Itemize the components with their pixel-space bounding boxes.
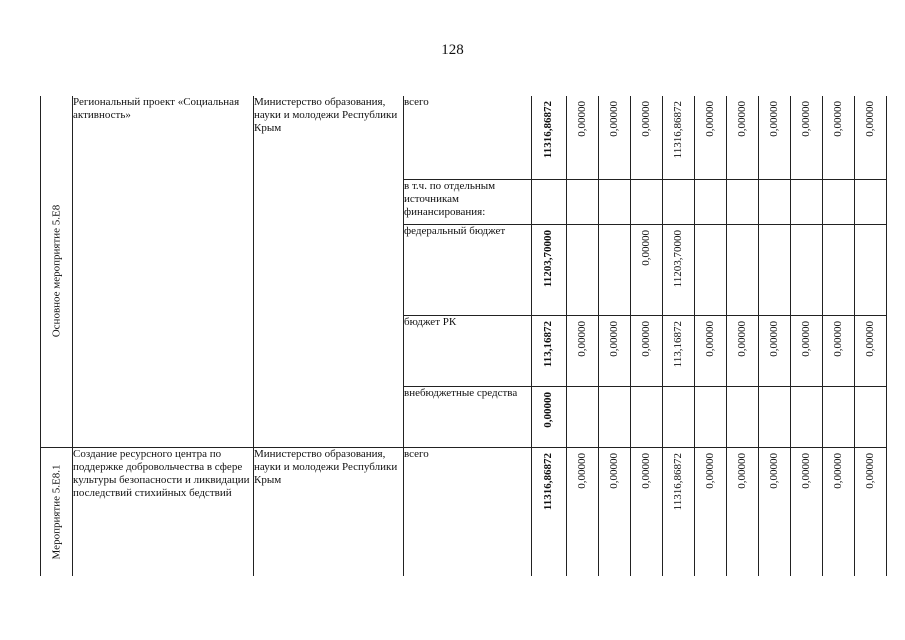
amount-value: 0,00000	[703, 101, 716, 137]
amount-value: 0,00000	[863, 452, 876, 489]
amount-value: 0,00000	[767, 320, 780, 357]
amount-cell	[791, 315, 823, 386]
amount-cell	[695, 386, 727, 447]
amount-value: 113,16872	[671, 320, 684, 367]
amount-value: 0,00000	[863, 320, 876, 357]
amount-cell	[695, 96, 727, 179]
table-row	[41, 447, 887, 576]
amount-cell	[599, 315, 631, 386]
amount-cell	[823, 179, 855, 224]
amount-cell	[532, 96, 567, 179]
amount-value: 0,00000	[799, 452, 812, 489]
amount-cell	[759, 315, 791, 386]
amount-cell	[759, 96, 791, 179]
amount-cell	[599, 224, 631, 315]
amount-cell	[855, 179, 887, 224]
amount-cell	[663, 315, 695, 386]
amount-value: 0,00000	[767, 452, 780, 489]
amount-value: 0,00000	[607, 452, 620, 489]
amount-cell	[759, 179, 791, 224]
amount-value: 0,00000	[863, 101, 876, 137]
event-vertical-title	[41, 96, 73, 447]
table-row	[41, 96, 887, 179]
amount-value: 0,00000	[639, 320, 652, 357]
funding-source-label: внебюджетные средства	[404, 386, 532, 447]
amount-cell	[759, 224, 791, 315]
amount-value: 113,16872	[542, 320, 554, 367]
project-name-cell: Региональный проект «Социальная активность»	[73, 96, 254, 447]
amount-value: 0,00000	[639, 229, 652, 266]
amount-cell	[695, 315, 727, 386]
amount-cell	[663, 386, 695, 447]
amount-value: 0,00000	[735, 101, 748, 137]
funding-source-label: всего	[404, 96, 532, 179]
amount-value: 0,00000	[607, 320, 620, 357]
amount-value: 0,00000	[542, 391, 554, 428]
amount-cell	[823, 386, 855, 447]
amount-cell	[727, 315, 759, 386]
amount-cell	[823, 315, 855, 386]
amount-value: 0,00000	[639, 452, 652, 489]
amount-cell	[599, 447, 631, 576]
amount-cell	[567, 386, 599, 447]
amount-value: 11316,86872	[542, 452, 554, 510]
amount-cell	[855, 447, 887, 576]
amount-cell	[823, 224, 855, 315]
amount-cell	[823, 96, 855, 179]
amount-value: 0,00000	[799, 320, 812, 357]
amount-cell	[663, 179, 695, 224]
amount-cell	[532, 315, 567, 386]
amount-cell	[631, 386, 663, 447]
amount-cell	[759, 386, 791, 447]
amount-cell	[727, 447, 759, 576]
amount-cell	[532, 447, 567, 576]
amount-value: 0,00000	[607, 101, 620, 137]
amount-cell	[631, 447, 663, 576]
amount-value: 0,00000	[575, 101, 588, 137]
amount-cell	[599, 386, 631, 447]
amount-cell	[567, 315, 599, 386]
amount-cell	[727, 386, 759, 447]
amount-cell	[532, 179, 567, 224]
amount-value: 0,00000	[831, 452, 844, 489]
amount-cell	[599, 179, 631, 224]
amount-cell	[791, 224, 823, 315]
amount-cell	[631, 96, 663, 179]
amount-value: 11203,70000	[542, 229, 554, 287]
page-number: 128	[441, 42, 464, 58]
amount-cell	[663, 224, 695, 315]
event-title-text: Основное мероприятие 5.Е8	[50, 204, 62, 338]
executor-cell: Министерство образования, науки и молодежи Республики Крым	[254, 447, 404, 576]
amount-cell	[791, 386, 823, 447]
executor-cell: Министерство образования, науки и молодежи Республики Крым	[254, 96, 404, 447]
amount-cell	[855, 224, 887, 315]
event-vertical-title	[41, 447, 73, 576]
amount-cell	[567, 447, 599, 576]
event-title-text: Мероприятие 5.Е8.1	[50, 464, 62, 560]
amount-cell	[791, 96, 823, 179]
amount-cell	[727, 224, 759, 315]
amount-cell	[631, 179, 663, 224]
amount-cell	[695, 447, 727, 576]
amount-cell	[727, 179, 759, 224]
amount-cell	[567, 179, 599, 224]
amount-cell	[532, 224, 567, 315]
amount-value: 0,00000	[703, 320, 716, 357]
amount-cell	[567, 96, 599, 179]
amount-value: 0,00000	[831, 101, 844, 137]
amount-cell	[727, 96, 759, 179]
amount-value: 0,00000	[703, 452, 716, 489]
amount-value: 0,00000	[639, 101, 652, 137]
amount-value: 0,00000	[735, 320, 748, 357]
amount-cell	[567, 224, 599, 315]
amount-value: 11203,70000	[671, 229, 684, 287]
amount-value: 0,00000	[767, 101, 780, 137]
financing-table	[40, 96, 887, 576]
amount-cell	[791, 447, 823, 576]
amount-value: 0,00000	[575, 452, 588, 489]
amount-value: 0,00000	[799, 101, 812, 137]
amount-cell	[663, 447, 695, 576]
amount-value: 0,00000	[735, 452, 748, 489]
amount-cell	[599, 96, 631, 179]
amount-cell	[663, 96, 695, 179]
funding-source-label: в т.ч. по отдельным источникам финансирования:	[404, 179, 532, 224]
funding-source-label: всего	[404, 447, 532, 576]
amount-value: 11316,86872	[671, 101, 684, 159]
project-name-cell: Создание ресурсного центра по поддержке добровольчества в сфере культуры безопасности и ликвидации последствий стихийных бедствий	[73, 447, 254, 576]
amount-value: 0,00000	[831, 320, 844, 357]
funding-source-label: бюджет РК	[404, 315, 532, 386]
amount-cell	[759, 447, 791, 576]
amount-value: 0,00000	[575, 320, 588, 357]
amount-cell	[695, 224, 727, 315]
amount-cell	[695, 179, 727, 224]
amount-cell	[855, 386, 887, 447]
funding-source-label: федеральный бюджет	[404, 224, 532, 315]
amount-cell	[855, 315, 887, 386]
amount-cell	[532, 386, 567, 447]
amount-cell	[791, 179, 823, 224]
amount-cell	[631, 224, 663, 315]
amount-cell	[855, 96, 887, 179]
amount-cell	[823, 447, 855, 576]
amount-cell	[631, 315, 663, 386]
amount-value: 11316,86872	[671, 452, 684, 510]
amount-value: 11316,86872	[542, 101, 554, 159]
